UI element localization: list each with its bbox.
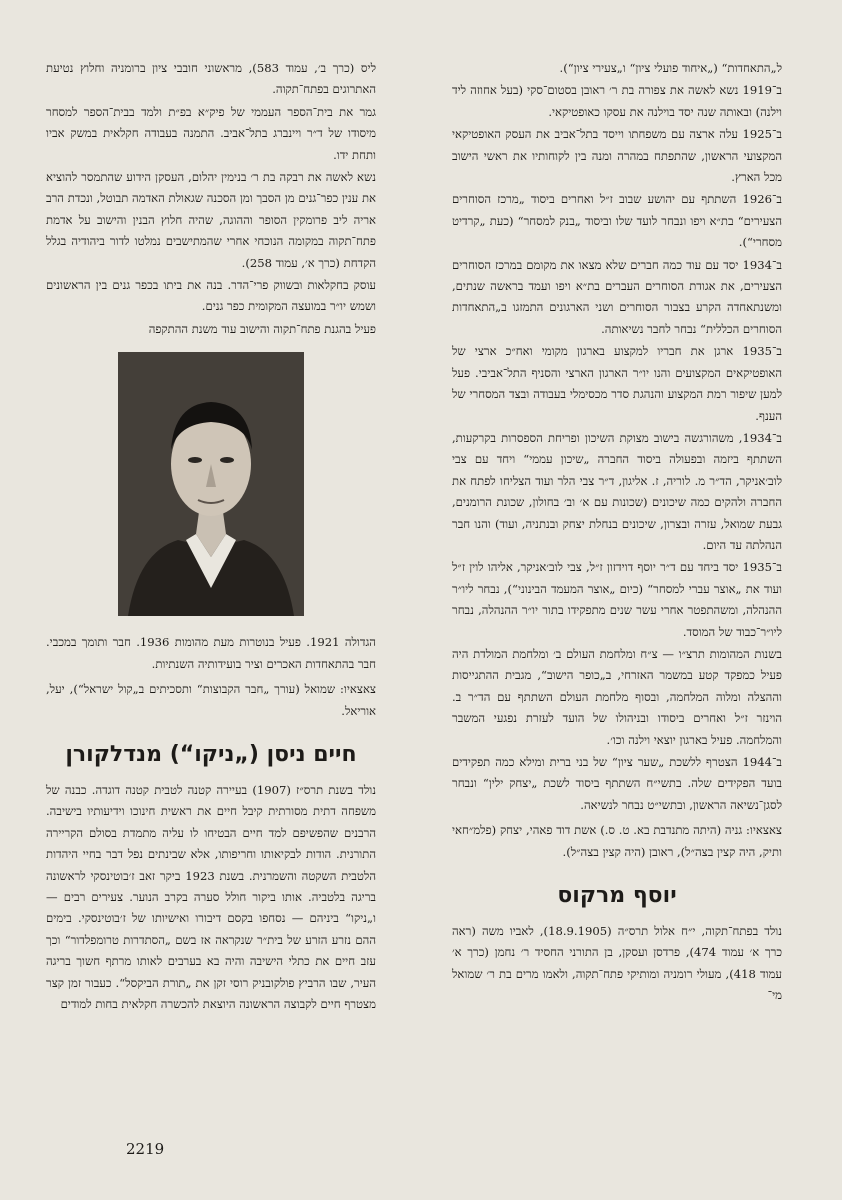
paragraph: הגדולה 1921. פעיל בנוטרות מעת מהומות 1936. חבר ותומך במכבי. חבר בהתאחדות האכרים וציר בועידותיה השנתיות.	[46, 635, 376, 671]
paragraph: נולד בפתח־תקוה, י״ח אלול תרס״ה (18.9.1905), לאביו משה (ראה כרך א׳ עמוד 474), פרדסן ועסקן, בן התורני החסיד ר׳ נחמן (כרך א׳ עמוד 418), מעולי רומניה ומותיקי פתח־תקוה, ולאמו מרים בת ר׳ שמואל מי־	[452, 924, 782, 1003]
paragraph: ב־1935 יסד ביחד עם ד״ר יוסף דוידזון ז״ל, צבי לוב׳אניקר, אליהו לוין ז״ל ועוד את „אוצר עברי למסחר“ (כיום „אוצר המעמד הבינוני“), נבחר ליו״ר ההנהלה, ומשהתפטר אחרי עשר שנים מתפקידו בתור יו״ר ההנהלה, נבחר ליו״ר־כבוד של המוסד.	[452, 560, 782, 639]
paragraph: ב־1925 עלה ארצה עם משפחתו וייסד בתל־אביב את העסק האופטיקאי המקצועי הראשון, שהתפתח במהרה ומנה בין לקוחותיו את ראשי הישוב מכל הארץ.	[452, 127, 782, 185]
page-number: 2219	[126, 1140, 165, 1158]
descendants-paragraph: צאצאיו: גניה (היתה מתנדבת בא. ט. ס.) אשת דוד פאהי, יצחק (פלמ״חאי ותיק, היה קצין בצה״ל), ראובן (היה קצין בצה״ל).	[452, 823, 782, 859]
paragraph: נשא לאשה את רבקה בת ר׳ בנימין יהלום, העסקן הידוע שהתמסר להוציא את ענין כפר־גנים מן הסבך ומן הסכנה שגאולת האדמה תבוטל, ונכדת הרב אריה ליב פרומקין הסופר וההוגה, שהיה חלוץ הבנין והישוב על אדמת פתח־תקוה במקומה הנוכחי אחרי שהמתישבים נמלטו לדור ביהודיה בגלל הקדחת (כרך א׳, עמוד 258).	[46, 170, 376, 270]
paragraph: ב־1926 השתתף עם יהושע שבוב ז״ל ואחרים ביסוד „מרכז הסוחרים הצעירים“ בת״א ויפו ונבחר לועד שלו וביסוד „בנק למסחר“ (כעת „קרדיט מסחרי“).	[452, 192, 782, 250]
section-heading-yosef-markus: יוסף מרקוס	[557, 883, 677, 909]
right-column	[452, 58, 782, 1008]
paragraph: ב־1934 יסד עם עוד כמה חברים שלא מצאו את מקומם במרכז הסוחרים הצעירים, את אגודת הסוחרים העברים בת״א ויפו ועמד בראשה שנתים, ומשנתאחדה הקרע בצבור הסוחרים ושני הארגונים התמזגו ב„התאחדות הסוחרים הכללית“ נבחר לחבר נשיאותה.	[452, 257, 782, 336]
paragraph: ב־1935 ארגן את חבריו למקצוע בארגון מקומי ואח״כ ארצי של האופטיקאים המקצועים והנו יו״ר הארגון הארצי והסניף התל־אביבי. פעל למען שיפור רמת המקצוע והנהגת סדר מכסימלי בעבודה ובצד המסחרי של הענף.	[452, 344, 782, 423]
paragraph: בשנות המהומות תרצ״ו — צ״ח ומלחמת העולם ב׳ ומלחמת המולדת היה פעיל כמפקד קטע במשמר האזרחי, ב„כופר הישוב“, מגבית ההתגייסות וההצלה ומלוה המלחמה, ובסוף מלחמת העולם השתתף עם הד״ר ב. הוינזר ז״ל ואחרים ביסודו ובניהולו של הועד לעזרת נפגעי המשבר והמלחמה. פעיל בארגון יוצאי וילנה וכו׳.	[452, 646, 782, 747]
paragraph: ב־1919 נשא לאשה את צפורה בת ר׳ ראובן בסטום־סקי (בעל אחוזה ליד וילנה) ובאותה שנה יסד בוילנה את עסקו כאופטיקאי.	[452, 83, 782, 119]
paragraph: ב־1944 הצטרף ללשכת „שער ציון“ של בני ברית ומילא כמה תפקידים בועד הפקידים שלה. בתשי״ח השתתף ביסוד לשכת „יצחק ילין“ ונבחר לסגן־נשיאה הראשון, ובתשי״ט נבחר לנשיאה.	[452, 755, 782, 812]
descendants-paragraph: צאצאיו: שמואל (עורך „חבר הקבוצות“ ותסכיתים ב„קול ישראל“), יעל, אוריאל.	[46, 682, 376, 718]
section-heading-chaim-nissan-mandelkorn: חיים ניסן („ניקו“) מנדלקורן	[65, 741, 357, 767]
paragraph: פעיל בהגנת פתח־תקוה והישוב עוד משנת ההתקפה	[148, 321, 376, 336]
paragraph: ב־1934, משהורגשה בישוב מצוקת השיכון ופריחת הספסרות בקרקעות, השתתף ביזמה ובפעולה ביסוד החברה „שיכון עממי“ ויחד עם צבי לוב׳אניקר, הד״ר מ. לוריה, ז. אליגון, ד״ר צבי הלר ועוד הצליחו לפתח את החברה ולהקים כמה שיכונים (שכונות עם א׳ וב׳ בחולון, שכונת הרומנים, גבעת שמואל, עזרה ובצרון, שיכונים בנחלת יצחק ובנתניה, ועוד) והנו חבר הנהלתה עד היום.	[452, 430, 782, 552]
paragraph: עוסק בחקלאות ובשווק פרי־הדר. בנה את ביתו בכפר גנים בין הראשונים ושמש יו״ר במועצה המקומית כפר גנים.	[46, 278, 376, 314]
paragraph: ליס (כרך ב׳, עמוד 583), מראשוני חובבי ציון ברומניה וחלוץ נטיעת האתרוגים בפתח־תקוה.	[46, 61, 376, 97]
paragraph: נולד בשנת תרס״ז (1907) בעיירה קטנה לטבית קטנה דוגדה. כבנה של משפחה דתית מסורתית קיבל חיים את ראשית חינוכו וידיעותיו בישיבה. הרבנים שהפשיפם למד חיים הבטיחו לו עליה מתמדת בסולם הקריירה התורנית. הודות לבקיאותו וחריפותו, אלא שבינתים נפל דבר בחיי היהדות הלטבית השקטה והשמרנית. בשנת 1923 ביקר זאב ז׳בוטינסקי לראשונה בריגה בלטביה. אותו ביקור חולל סערה בקרב הנוער. צעירים רבים — ו„ניקו“ ביניהם — נסחפו בקסם דיבורו ואישיותו של ז׳בוטינסקי. בימים ההם נזרע הזרע של בית״ר שנקראה אז בשם „הסתדרות טרומפלדור“ וכך עזב חיים את כתלי הישיבה והיה בא בערבים לאותו מרתף חשוך בריגה העיר, שבו הרביץ פולקובניק רוסי זקן את „תורת הביקסל“. כעבור זמן קצר מצטרף חיים לקבוצה הראשונה היוצאת להכשרה חקלאית בחות למודים	[46, 782, 376, 1011]
portrait-photo	[118, 352, 304, 616]
paragraph: ל„התאחדות“ („איחוד פועלי ציון“ ו„צעירי ציון“).	[559, 61, 782, 75]
left-column	[46, 58, 376, 1016]
paragraph: גמר את בית־הספר העממי של פיק״א בפ״ת ולמד בבית־הספר למסחר מיסודו של ד״ר ויינברג בתל־אביב. התמנה בעבודה חקלאית במשק אביו ותחת ידו.	[46, 104, 376, 162]
portrait-illustration	[118, 352, 304, 616]
